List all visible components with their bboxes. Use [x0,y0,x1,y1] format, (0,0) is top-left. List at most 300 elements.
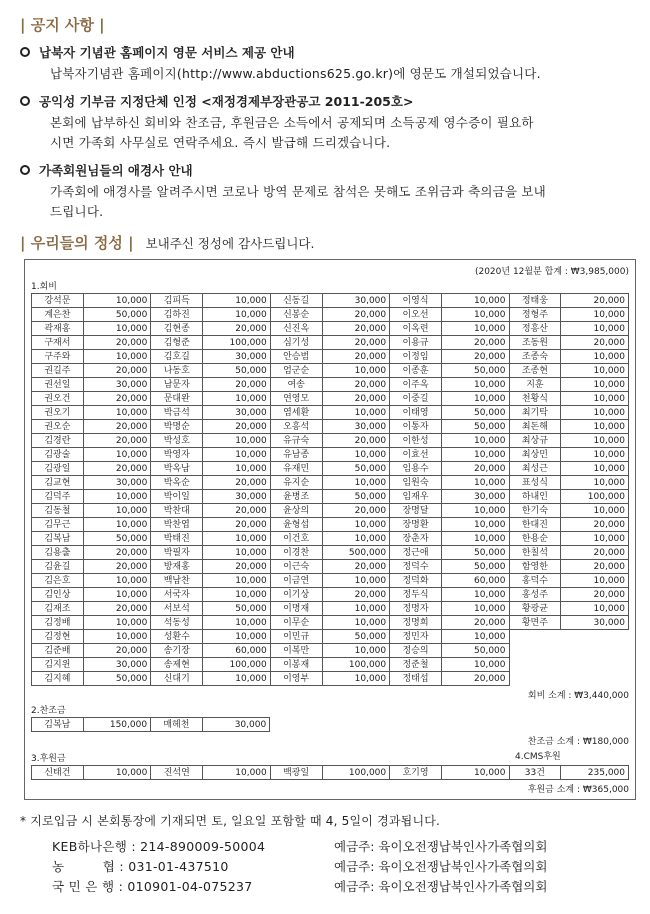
donor-name-cell: 이용규 [390,336,442,350]
amount-cell: 10,000 [561,420,629,434]
table-row [32,364,629,378]
table-row [32,476,629,490]
amount-cell: 30,000 [561,616,629,630]
amount-cell: 20,000 [441,336,509,350]
donor-name-cell: 박성호 [151,434,203,448]
table-row [32,448,629,462]
donor-name-cell: 이종훈 [390,364,442,378]
donor-name-cell: 심기성 [270,336,322,350]
circle-bullet-icon [20,96,30,106]
amount-cell: 10,000 [441,434,509,448]
donor-name-cell: 한대진 [509,518,561,532]
amount-cell: 100,000 [322,766,390,780]
donor-name-cell: 방재홍 [151,560,203,574]
donor-name-cell: 장명달 [390,504,442,518]
donor-name-cell: 송제현 [151,658,203,672]
donor-name-cell: 장명환 [390,518,442,532]
donor-name-cell: 박찬대 [151,504,203,518]
donations-header [20,232,636,253]
amount-cell: 20,000 [322,378,390,392]
donor-name-cell: 천황식 [509,392,561,406]
amount-cell: 20,000 [322,392,390,406]
amount-cell: 10,000 [83,294,151,308]
donor-name-cell: 김윤길 [32,560,84,574]
amount-cell: 10,000 [203,766,271,780]
amount-cell: 10,000 [441,308,509,322]
table-row [32,392,629,406]
amount-cell: 30,000 [83,476,151,490]
table-row [32,434,629,448]
account-holder: 예금주: 육이오전쟁납북인사가족협의회 [334,839,548,854]
table-row [32,616,629,630]
amount-cell: 50,000 [441,420,509,434]
donor-name-cell: 유남종 [270,448,322,462]
amount-cell: 10,000 [561,322,629,336]
amount-cell: 10,000 [83,630,151,644]
donor-name-cell [509,630,561,644]
donor-name-cell: 정준철 [390,658,442,672]
donor-name-cell: 박필자 [151,546,203,560]
table-row [32,462,629,476]
donor-name-cell: 이복만 [270,644,322,658]
donor-name-cell: 이근숙 [270,560,322,574]
amount-cell: 50,000 [83,672,151,686]
donor-name-cell: 박찬엽 [151,518,203,532]
donor-name-cell: 진석연 [151,766,203,780]
amount-cell: 20,000 [322,336,390,350]
amount-cell: 10,000 [203,532,271,546]
donor-name-cell [509,672,561,686]
donor-name-cell: 이주옥 [390,378,442,392]
amount-cell: 20,000 [203,476,271,490]
table-row [32,378,629,392]
donor-name-cell: 석동성 [151,616,203,630]
donor-name-cell: 박옥남 [151,462,203,476]
bank-account: KEB하나은행 : 214-890009-50004 [52,839,266,854]
amount-cell: 10,000 [203,448,271,462]
amount-cell: 10,000 [561,462,629,476]
amount-cell: 10,000 [83,574,151,588]
amount-cell: 10,000 [561,434,629,448]
amount-cell: 50,000 [441,560,509,574]
amount-cell: 10,000 [441,392,509,406]
amount-cell: 10,000 [322,672,390,686]
table-row [32,518,629,532]
amount-cell: 10,000 [441,766,509,780]
donor-name-cell: 박영자 [151,448,203,462]
donor-name-cell: 김하진 [151,308,203,322]
amount-cell: 10,000 [322,644,390,658]
amount-cell: 20,000 [83,560,151,574]
bank-account: 국 민 은 행 : 010901-04-075237 [52,879,253,894]
notice-item [20,92,636,153]
amount-cell: 10,000 [441,588,509,602]
donor-name-cell: 정형주 [509,308,561,322]
sponsorship-label: 2.찬조금 [31,706,66,716]
donor-name-cell: 이정임 [390,350,442,364]
amount-cell: 500,000 [322,546,390,560]
donor-name-cell: 안승범 [270,350,322,364]
amount-cell: 10,000 [203,462,271,476]
donor-name-cell: 정근애 [390,546,442,560]
amount-cell: 10,000 [561,378,629,392]
donor-name-cell: 김은호 [32,574,84,588]
table-row [32,602,629,616]
notice-line: 가족회에 애경사를 알려주시면 코로나 방역 문제로 참석은 못해도 조위금과 축의금을 보내 [50,184,546,199]
amount-cell: 30,000 [203,490,271,504]
donor-name-cell: 유재민 [270,462,322,476]
amount-cell: 10,000 [441,476,509,490]
circle-bullet-icon [20,47,30,57]
donor-name-cell: 김재조 [32,602,84,616]
table-row [32,490,629,504]
donor-name-cell: 황면주 [509,616,561,630]
donor-name-cell: 김지혜 [32,672,84,686]
table-row [32,308,629,322]
membership-label: 1.회비 [31,282,57,292]
notice-body [20,64,636,84]
thanks-message: 보내주신 정성에 감사드립니다. [145,236,315,251]
amount-cell: 10,000 [203,672,271,686]
amount-cell: 10,000 [441,518,509,532]
donor-name-cell: 임원숙 [390,476,442,490]
amount-cell: 10,000 [441,448,509,462]
amount-cell: 10,000 [83,504,151,518]
amount-cell: 50,000 [441,546,509,560]
donor-name-cell: 김교현 [32,476,84,490]
amount-cell: 10,000 [203,392,271,406]
amount-cell: 20,000 [561,336,629,350]
donor-name-cell: 김동철 [32,504,84,518]
amount-cell: 10,000 [322,406,390,420]
amount-cell: 10,000 [561,392,629,406]
amount-cell: 100,000 [322,658,390,672]
table-row [32,644,629,658]
donor-name-cell: 33건 [509,766,561,780]
amount-cell: 10,000 [203,434,271,448]
amount-cell: 100,000 [203,336,271,350]
donor-name-cell: 박명순 [151,420,203,434]
donor-name-cell: 이옥련 [390,322,442,336]
amount-cell: 10,000 [561,364,629,378]
amount-cell: 50,000 [322,630,390,644]
donor-name-cell: 정태섭 [390,672,442,686]
amount-cell: 10,000 [561,504,629,518]
amount-cell: 60,000 [441,574,509,588]
donor-name-cell: 정민자 [390,630,442,644]
donor-name-cell: 김덕주 [32,490,84,504]
donor-name-cell: 염세환 [270,406,322,420]
support-label: 3.후원금 [31,754,66,764]
amount-cell: 20,000 [322,588,390,602]
donor-name-cell: 김지윈 [32,658,84,672]
donor-name-cell: 이무순 [270,616,322,630]
amount-cell: 10,000 [441,602,509,616]
donor-name-cell: 서국자 [151,588,203,602]
donor-name-cell: 유지순 [270,476,322,490]
donor-name-cell: 이명재 [270,602,322,616]
amount-cell: 20,000 [83,434,151,448]
amount-cell: 10,000 [561,448,629,462]
donor-name-cell: 최상민 [509,448,561,462]
notice-heading: 납북자 기념관 홈페이지 영문 서비스 제공 안내 [39,45,295,60]
donor-name-cell: 박이일 [151,490,203,504]
giro-note: * 지로입금 시 본회통장에 기재되면 토, 일요일 포함할 때 4, 5일이 경과됩니다. [20,814,441,828]
amount-cell: 10,000 [83,766,151,780]
support-table [31,765,629,780]
amount-cell: 10,000 [561,406,629,420]
amount-cell: 50,000 [203,364,271,378]
donor-name-cell: 김경란 [32,434,84,448]
donor-name-cell: 김인상 [32,588,84,602]
donations-section-title: | 우리들의 정성 | [20,234,134,252]
amount-cell: 50,000 [441,644,509,658]
donor-name-cell: 최상규 [509,434,561,448]
amount-cell: 10,000 [203,630,271,644]
donor-name-cell: 윤상의 [270,504,322,518]
donor-name-cell: 정흥산 [509,322,561,336]
amount-cell: 10,000 [322,518,390,532]
amount-cell: 20,000 [561,518,629,532]
donor-name-cell: 이금연 [270,574,322,588]
amount-cell: 10,000 [441,378,509,392]
donor-name-cell: 지훈 [509,378,561,392]
account-holder: 예금주: 육이오전쟁납북인사가족협의회 [334,859,548,874]
amount-cell: 10,000 [203,616,271,630]
donor-name-cell: 김광일 [32,462,84,476]
amount-cell: 10,000 [203,574,271,588]
donor-name-cell: 황광균 [509,602,561,616]
notice-item [20,43,636,84]
amount-cell: 10,000 [441,532,509,546]
amount-cell: 10,000 [83,490,151,504]
donor-name-cell: 임용수 [390,462,442,476]
donor-name-cell: 한기숙 [509,504,561,518]
donor-name-cell: 조종숙 [509,350,561,364]
donor-name-cell: 권오건 [32,392,84,406]
donor-name-cell: 표성식 [509,476,561,490]
table-row [32,336,629,350]
donor-name-cell: 문대완 [151,392,203,406]
donor-name-cell: 서보석 [151,602,203,616]
amount-cell: 10,000 [561,476,629,490]
amount-cell: 60,000 [203,644,271,658]
membership-table [31,293,629,686]
donor-name-cell: 박옥순 [151,476,203,490]
amount-cell: 20,000 [561,560,629,574]
donor-name-cell: 김무근 [32,518,84,532]
donor-name-cell: 조동원 [509,336,561,350]
amount-cell: 10,000 [203,588,271,602]
amount-cell: 10,000 [561,532,629,546]
donor-name-cell: 김형준 [151,336,203,350]
table-row [32,630,629,644]
donor-name-cell: 이기상 [270,588,322,602]
donor-name-cell: 최성근 [509,462,561,476]
donor-name-cell: 권선일 [32,378,84,392]
amount-cell: 50,000 [322,462,390,476]
table-row [32,420,629,434]
donor-name-cell: 송기장 [151,644,203,658]
amount-cell: 20,000 [441,350,509,364]
table-row [32,504,629,518]
bank-account-row [20,857,636,877]
donor-name-cell: 백남찬 [151,574,203,588]
table-row [32,322,629,336]
amount-cell: 10,000 [203,546,271,560]
notice-line: 시면 가족회 사무실로 연락주세요. 즉시 발급해 드리겠습니다. [50,135,391,150]
amount-cell: 10,000 [441,658,509,672]
donor-name-cell: 신태건 [32,766,84,780]
donor-name-cell: 정두식 [390,588,442,602]
bank-account: 농 협 : 031-01-437510 [52,859,229,874]
table-row [32,406,629,420]
amount-cell: 10,000 [441,504,509,518]
amount-cell: 20,000 [561,588,629,602]
donor-name-cell: 김호길 [151,350,203,364]
donor-name-cell: 이한성 [390,434,442,448]
table-row [32,588,629,602]
support-labels [31,749,629,765]
amount-cell: 20,000 [203,420,271,434]
amount-cell: 10,000 [322,476,390,490]
donor-name-cell: 함영한 [509,560,561,574]
table-row [32,658,629,672]
amount-cell: 10,000 [441,294,509,308]
amount-cell: 10,000 [83,350,151,364]
donor-name-cell: 김광술 [32,448,84,462]
donor-name-cell: 윤형섭 [270,518,322,532]
table-row [32,560,629,574]
amount-cell: 50,000 [441,406,509,420]
amount-cell: 30,000 [83,658,151,672]
donor-name-cell: 홍성주 [509,588,561,602]
amount-cell: 10,000 [561,350,629,364]
table-row [32,672,629,686]
notice-body [20,182,636,222]
donor-name-cell: 엄군순 [270,364,322,378]
circle-bullet-icon [20,165,30,175]
amount-cell: 20,000 [561,294,629,308]
amount-cell: 20,000 [441,462,509,476]
donor-name-cell: 정명희 [390,616,442,630]
amount-cell: 20,000 [83,392,151,406]
amount-cell: 20,000 [322,350,390,364]
membership-subtotal: 회비 소계 : ₩3,440,000 [527,691,629,701]
table-row [32,350,629,364]
table-row [32,532,629,546]
amount-cell: 50,000 [441,364,509,378]
donations-box [24,259,636,800]
donor-name-cell: 계은찬 [32,308,84,322]
amount-cell: 30,000 [203,350,271,364]
donor-name-cell: 이효선 [390,448,442,462]
amount-cell: 10,000 [83,588,151,602]
amount-cell [561,658,629,672]
donor-name-cell [509,644,561,658]
donor-name-cell: 이민규 [270,630,322,644]
donor-name-cell: 김복남 [32,532,84,546]
amount-cell: 20,000 [203,560,271,574]
notice-line: 드립니다. [50,204,104,219]
donor-name-cell: 여송 [270,378,322,392]
donor-name-cell: 김복남 [32,718,84,732]
amount-cell: 10,000 [322,364,390,378]
amount-cell: 100,000 [203,658,271,672]
donor-name-cell: 이통자 [390,420,442,434]
donor-name-cell: 권오기 [32,406,84,420]
donor-name-cell: 김피득 [151,294,203,308]
table-row [32,294,629,308]
amount-cell: 10,000 [322,448,390,462]
notice-item [20,161,636,222]
amount-cell: 10,000 [322,532,390,546]
donor-name-cell: 김현종 [151,322,203,336]
amount-cell: 20,000 [203,378,271,392]
amount-cell: 10,000 [203,294,271,308]
donor-name-cell: 신진옥 [270,322,322,336]
amount-cell: 10,000 [83,448,151,462]
donor-name-cell: 윤병조 [270,490,322,504]
donor-name-cell: 홍덕수 [509,574,561,588]
donor-name-cell: 곽재홍 [32,322,84,336]
amount-cell: 20,000 [441,616,509,630]
donor-name-cell: 김정현 [32,630,84,644]
table-row [32,766,629,780]
donor-name-cell: 이영부 [270,672,322,686]
donor-name-cell: 오흥석 [270,420,322,434]
amount-cell: 10,000 [441,322,509,336]
amount-cell: 10,000 [322,602,390,616]
amount-cell: 30,000 [203,406,271,420]
donor-name-cell: 유규숙 [270,434,322,448]
amount-cell: 10,000 [322,574,390,588]
amount-cell: 10,000 [322,616,390,630]
donor-name-cell: 이경찬 [270,546,322,560]
amount-cell: 150,000 [83,718,150,732]
amount-cell: 20,000 [322,504,390,518]
donor-name-cell: 이봉재 [270,658,322,672]
amount-cell [561,630,629,644]
amount-cell: 10,000 [441,630,509,644]
donor-name-cell: 신봉순 [270,308,322,322]
donor-name-cell: 강석문 [32,294,84,308]
amount-cell: 20,000 [322,434,390,448]
amount-cell: 20,000 [322,322,390,336]
donor-name-cell: 남문자 [151,378,203,392]
donor-name-cell: 조종현 [509,364,561,378]
donor-name-cell: 김용출 [32,546,84,560]
amount-cell: 20,000 [203,504,271,518]
donor-name-cell: 이중길 [390,392,442,406]
donor-name-cell: 최돈해 [509,420,561,434]
donor-name-cell: 이영식 [390,294,442,308]
amount-cell [561,672,629,686]
donor-name-cell: 박금석 [151,406,203,420]
amount-cell: 30,000 [322,294,390,308]
table-row [32,574,629,588]
notice-line: 본회에 납부하신 회비와 찬조금, 후원금은 소득에서 공제되며 소득공제 영수증이 필요하 [50,115,534,130]
amount-cell: 20,000 [83,420,151,434]
amount-cell: 10,000 [203,308,271,322]
amount-cell: 20,000 [322,560,390,574]
amount-cell: 50,000 [322,490,390,504]
amount-cell: 10,000 [83,406,151,420]
amount-cell: 20,000 [83,644,151,658]
donor-name-cell: 연영모 [270,392,322,406]
amount-cell: 10,000 [83,518,151,532]
amount-cell: 235,000 [561,766,629,780]
